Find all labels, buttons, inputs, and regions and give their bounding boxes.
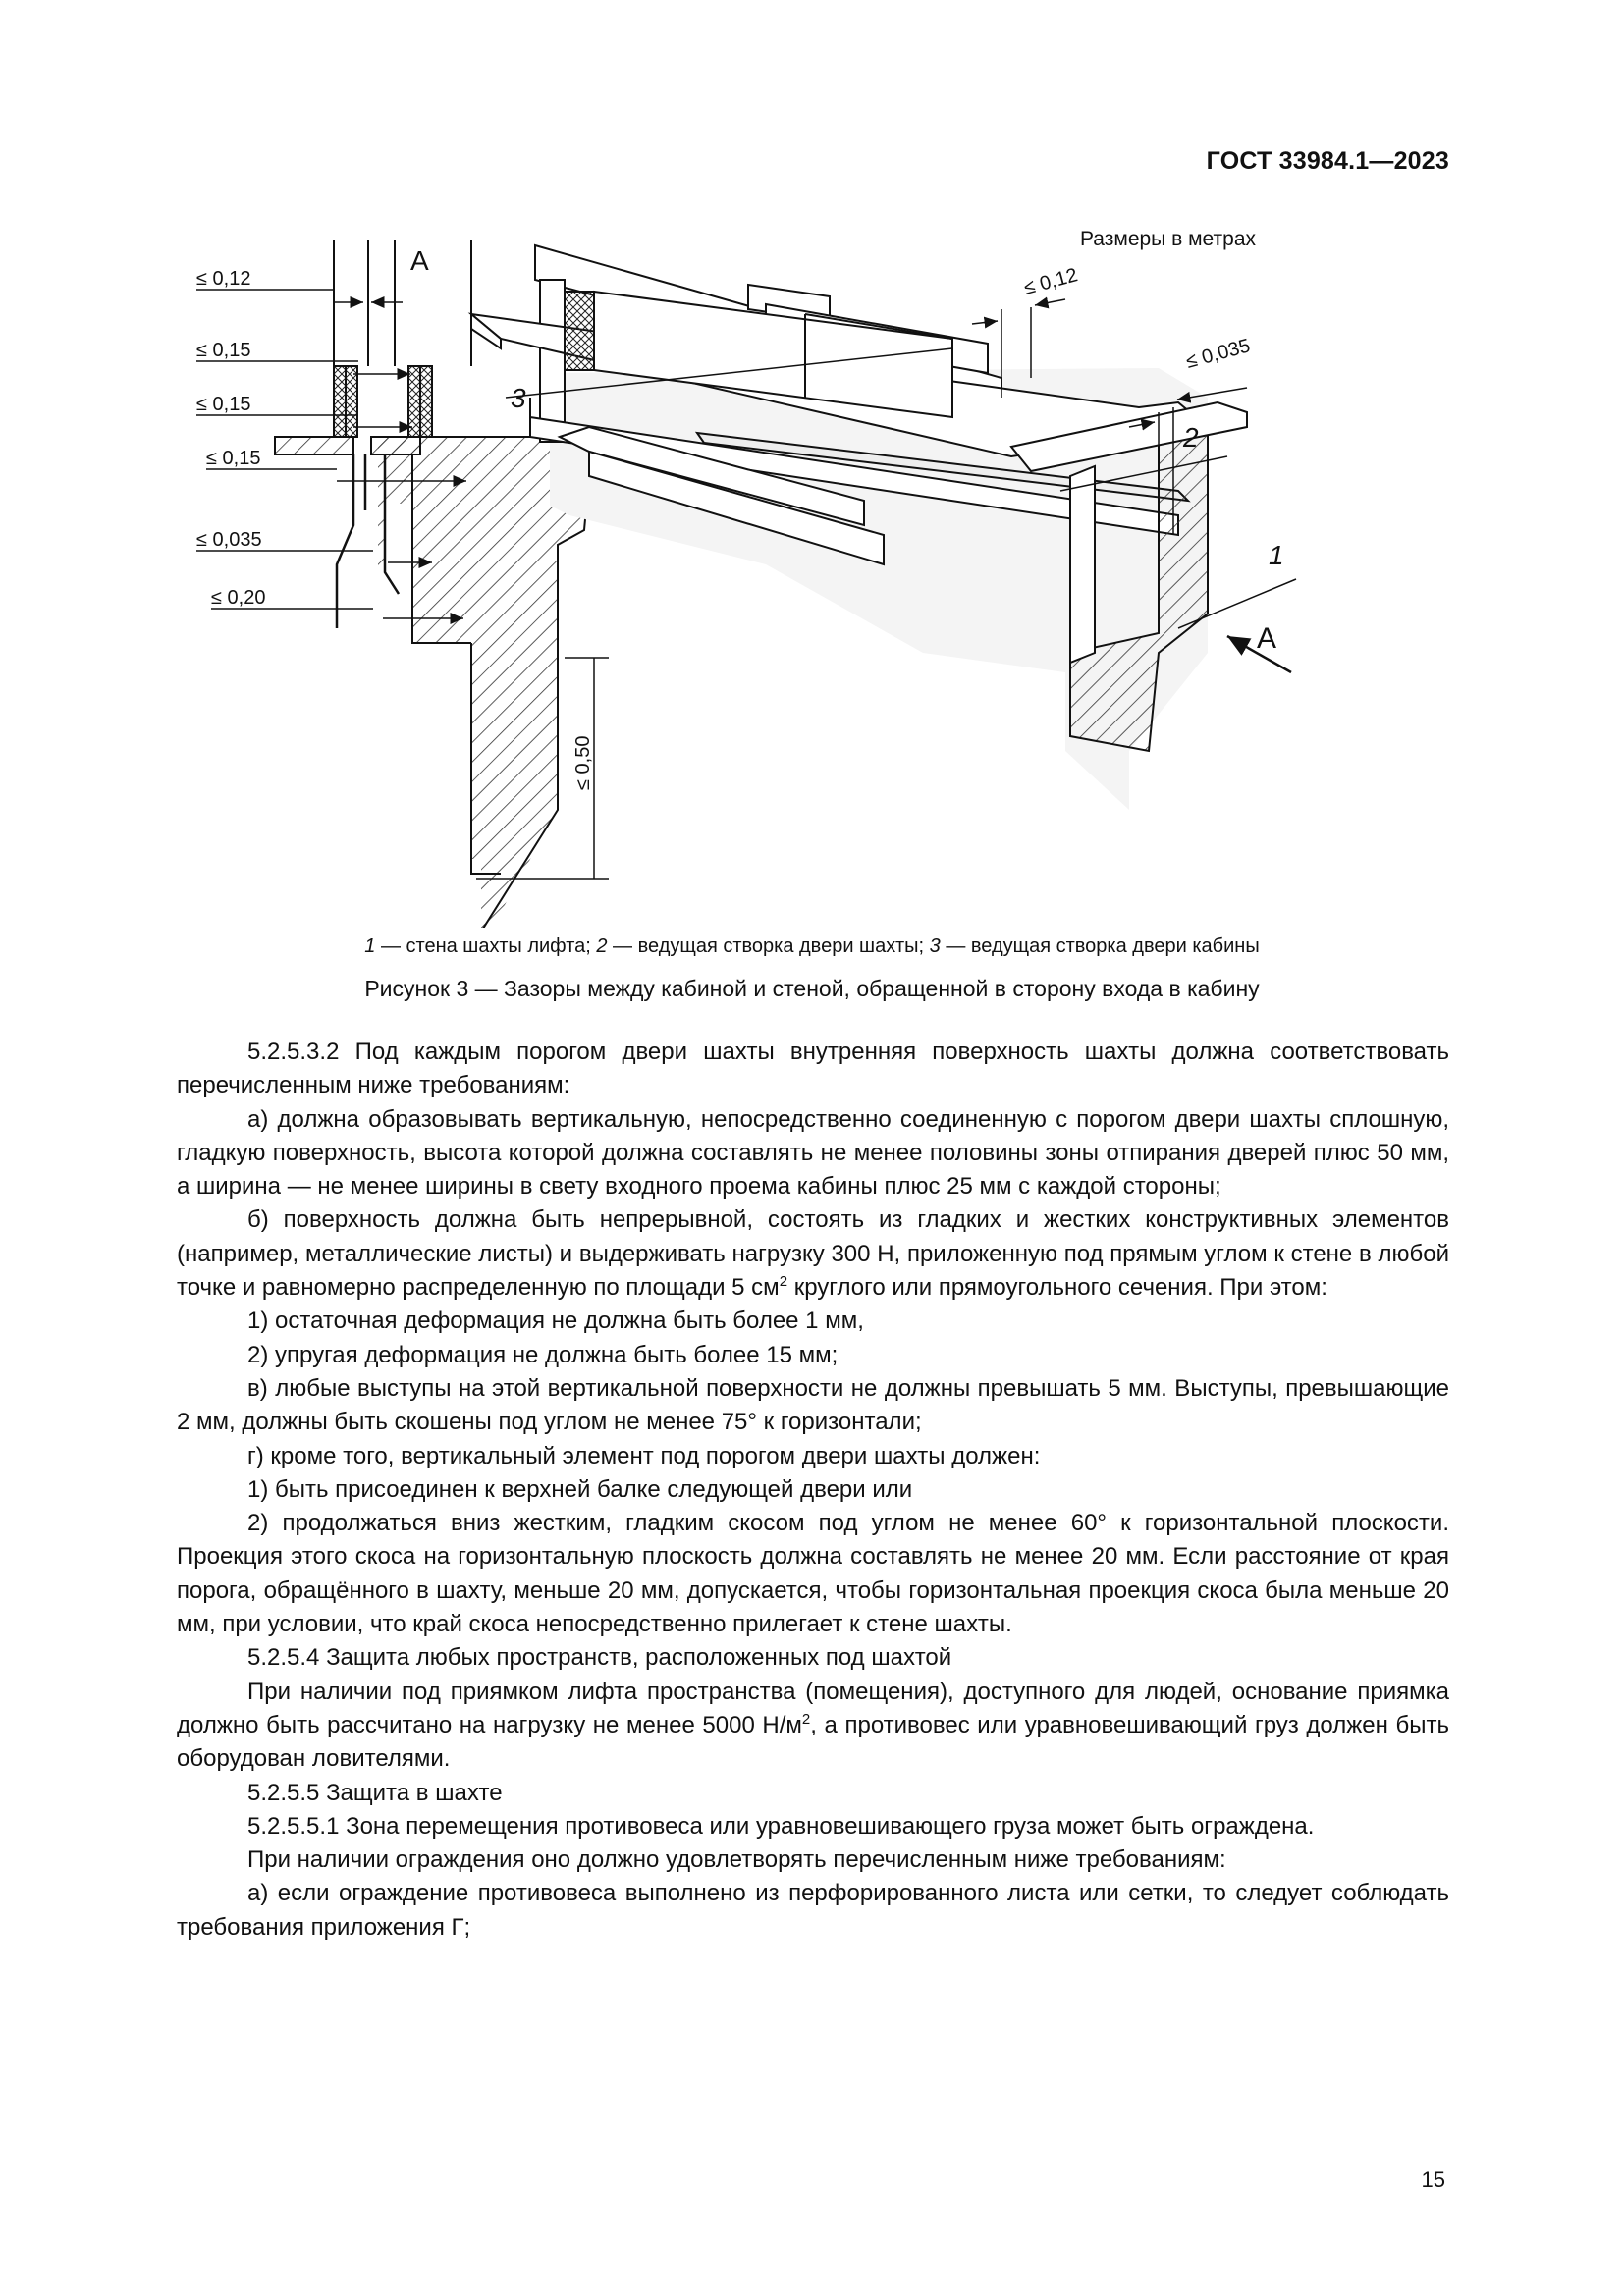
isometric-view	[471, 245, 1296, 810]
cabin-sill	[275, 437, 353, 454]
view-label: А	[410, 245, 429, 276]
legend-num-1: 1	[364, 935, 376, 957]
paragraph: 5.2.5.5.1 Зона перемещения противовеса или уравновешивающего груза может быть ограждена.	[247, 1812, 1315, 1840]
paragraph: в) любые выступы на этой вертикальной поверхности не должны превышать 5 мм. Выступы, превышающие 2 мм, должны быть скошены под углом не менее 75° к горизонтали;	[177, 1374, 1449, 1436]
dim-right-1: ≤ 0,12	[1021, 264, 1080, 299]
paragraph: б) поверхность должна быть непрерывной, состоять из гладких и жестких конструктивных элементов (например, металлические листы) и выдерживать нагрузку 300 Н, приложенную под прямым углом к стене в любой точке и равномерно распределенную по площади 5 $см^2$ круглого или прямоугольного сечения. При этом:	[177, 1206, 1449, 1302]
section-heading: 5.2.5.5 Защита в шахте	[247, 1779, 503, 1806]
dim-left-6: ≤ 0,20	[211, 587, 266, 609]
section-heading: 5.2.5.4 Защита любых пространств, расположенных под шахтой	[247, 1644, 952, 1672]
dim-left-5: ≤ 0,035	[196, 529, 262, 551]
paragraph: 1) остаточная деформация не должна быть более 1 мм,	[247, 1308, 864, 1335]
body-text	[177, 1036, 1449, 1945]
units-note: Размеры в метрах	[1080, 228, 1256, 250]
callout-3: 3	[511, 383, 526, 413]
page-number: 15	[1421, 2167, 1445, 2192]
figure-caption: Рисунок 3 — Зазоры между кабиной и стеной, обращенной в сторону входа в кабину	[364, 976, 1260, 1001]
figure-3-drawing	[177, 240, 1355, 928]
cabin-door-panel	[334, 366, 346, 437]
callout-2: 2	[1183, 422, 1199, 453]
paragraph: При наличии ограждения оно должно удовлетворять перечисленным ниже требованиям:	[247, 1846, 1226, 1874]
dim-left-4: ≤ 0,15	[206, 448, 261, 469]
paragraph: а) должна образовывать вертикальную, непосредственно соединенную с порогом двери шахты сплошную, гладкую поверхность, высота которой должна составлять не менее половины зоны отпирания дверей плюс 50 мм, а ширина — не менее ширины в свету входного проема кабины плюс 25 мм с каждой стороны;	[177, 1105, 1449, 1201]
dim-vertical: ≤ 0,50	[572, 735, 594, 790]
paragraph: 2) продолжаться вниз жестким, гладким скосом под углом не менее 60° к горизонтальной плоскости. Проекция этого скоса на горизонтальную плоскость должна составлять не менее 20 мм. Если расстояние от края порога, обращённого в шахту, меньше 20 мм, допускается, чтобы горизонтальная проекция скоса была меньше 20 мм, при условии, что край скоса непосредственно прилегает к стене шахты.	[177, 1510, 1449, 1638]
dim-left-1: ≤ 0,12	[196, 268, 251, 290]
document-code: ГОСТ 33984.1—2023	[1206, 147, 1449, 175]
arrow-label: А	[1257, 622, 1277, 655]
dim-left-2: ≤ 0,15	[196, 340, 251, 361]
legend-num-2: 2	[596, 935, 608, 957]
paragraph: а) если ограждение противовеса выполнено из перфорированного листа или сетки, то следует соблюдать требования приложения Г;	[177, 1880, 1449, 1941]
figure-legend: 1 — стена шахты лифта; 2 — ведущая створка двери шахты; 3 — ведущая створка двери кабины	[364, 935, 1260, 957]
paragraph: При наличии под приямком лифта пространства (помещения), доступного для людей, основание приямка должно быть рассчитано на нагрузку не менее 5000 $Н/м^2$, а противовес или уравновешивающий груз должен быть оборудован ловителями.	[177, 1678, 1449, 1773]
dim-right-2: ≤ 0,035	[1183, 335, 1253, 373]
paragraph: 5.2.5.3.2 Под каждым порогом двери шахты внутренняя поверхность шахты должна соответствовать перечисленным ниже требованиям:	[177, 1039, 1449, 1099]
paragraph: г) кроме того, вертикальный элемент под порогом двери шахты должен:	[247, 1442, 1041, 1469]
paragraph: 1) быть присоединен к верхней балке следующей двери или	[247, 1475, 913, 1503]
callout-1: 1	[1269, 540, 1284, 570]
dim-left-3: ≤ 0,15	[196, 394, 251, 415]
legend-num-3: 3	[929, 935, 941, 957]
paragraph: 2) упругая деформация не должна быть более 15 мм;	[247, 1341, 839, 1368]
landing-door-panel	[408, 366, 420, 437]
